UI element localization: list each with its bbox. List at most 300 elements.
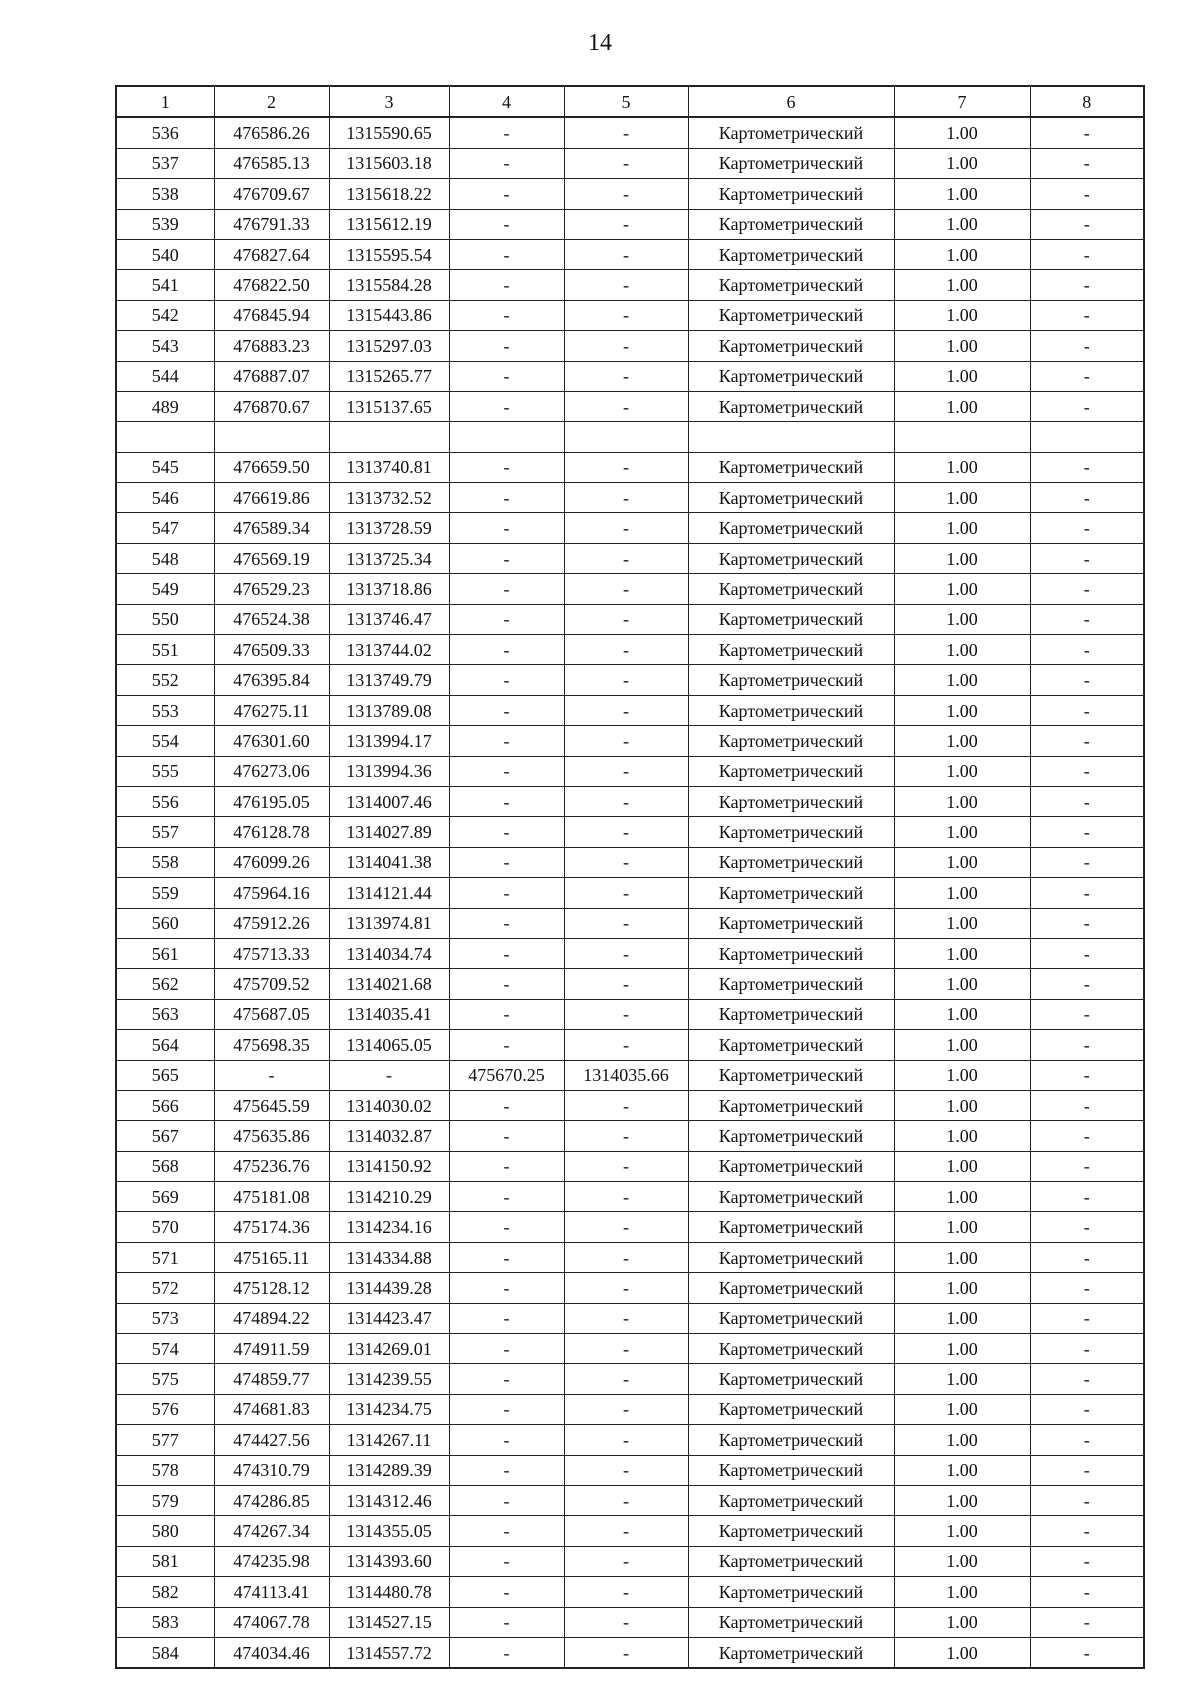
table-cell: 1314065.05 bbox=[329, 1030, 449, 1060]
table-cell: 1315137.65 bbox=[329, 391, 449, 421]
table-cell: Картометрический bbox=[688, 300, 894, 330]
table-cell: 489 bbox=[116, 391, 214, 421]
table-cell: - bbox=[449, 179, 564, 209]
table-cell: 476273.06 bbox=[214, 756, 329, 786]
table-cell: 1.00 bbox=[894, 513, 1030, 543]
table-cell: Картометрический bbox=[688, 1546, 894, 1576]
table-cell: - bbox=[449, 695, 564, 725]
table-cell: - bbox=[449, 665, 564, 695]
table-cell: 1.00 bbox=[894, 695, 1030, 725]
table-cell: 1.00 bbox=[894, 999, 1030, 1029]
table-row bbox=[116, 1485, 1144, 1515]
table-cell: - bbox=[564, 1182, 688, 1212]
table-row bbox=[116, 148, 1144, 178]
table-cell: 1.00 bbox=[894, 483, 1030, 513]
table-cell: 476395.84 bbox=[214, 665, 329, 695]
table-cell: - bbox=[1030, 179, 1144, 209]
table-cell: Картометрический bbox=[688, 239, 894, 269]
table-cell: 474034.46 bbox=[214, 1637, 329, 1668]
table-body bbox=[116, 86, 1144, 1668]
table-cell: - bbox=[564, 300, 688, 330]
table-cell: 476791.33 bbox=[214, 209, 329, 239]
table-cell: Картометрический bbox=[688, 1607, 894, 1637]
table-cell: 1.00 bbox=[894, 1546, 1030, 1576]
column-header: 3 bbox=[329, 86, 449, 117]
table-row bbox=[116, 270, 1144, 300]
table-row bbox=[116, 908, 1144, 938]
table-cell: - bbox=[449, 452, 564, 482]
table-cell: - bbox=[449, 969, 564, 999]
table-row bbox=[116, 1516, 1144, 1546]
table-cell: 559 bbox=[116, 878, 214, 908]
table-cell: 1314423.47 bbox=[329, 1303, 449, 1333]
table-cell: 475128.12 bbox=[214, 1273, 329, 1303]
table-cell: 476195.05 bbox=[214, 786, 329, 816]
table-row bbox=[116, 756, 1144, 786]
table-row bbox=[116, 1607, 1144, 1637]
table-row bbox=[116, 1151, 1144, 1181]
table-cell: - bbox=[1030, 574, 1144, 604]
table-cell: Картометрический bbox=[688, 117, 894, 148]
table-cell: Картометрический bbox=[688, 483, 894, 513]
table-cell: - bbox=[1030, 1212, 1144, 1242]
table-cell: 557 bbox=[116, 817, 214, 847]
table-cell: - bbox=[564, 999, 688, 1029]
table-cell: 1.00 bbox=[894, 1060, 1030, 1090]
table-cell: - bbox=[564, 1364, 688, 1394]
table-cell: - bbox=[1030, 543, 1144, 573]
table-row bbox=[116, 695, 1144, 725]
table-cell: 570 bbox=[116, 1212, 214, 1242]
table-cell: - bbox=[564, 361, 688, 391]
table-cell: - bbox=[449, 483, 564, 513]
table-cell: - bbox=[564, 452, 688, 482]
table-cell: - bbox=[1030, 999, 1144, 1029]
table-cell: - bbox=[564, 847, 688, 877]
table-cell: 1.00 bbox=[894, 1121, 1030, 1151]
table-cell: 552 bbox=[116, 665, 214, 695]
table-cell: 561 bbox=[116, 938, 214, 968]
table-cell: 1314334.88 bbox=[329, 1242, 449, 1272]
table-cell: 1.00 bbox=[894, 574, 1030, 604]
table-cell: 1.00 bbox=[894, 1394, 1030, 1424]
table-cell: 1314150.92 bbox=[329, 1151, 449, 1181]
column-header: 5 bbox=[564, 86, 688, 117]
table-cell: 1315603.18 bbox=[329, 148, 449, 178]
table-cell: - bbox=[1030, 1485, 1144, 1515]
table-cell: - bbox=[564, 148, 688, 178]
table-cell: Картометрический bbox=[688, 817, 894, 847]
table-cell: 474267.34 bbox=[214, 1516, 329, 1546]
table-cell: 574 bbox=[116, 1334, 214, 1364]
table-cell: - bbox=[1030, 726, 1144, 756]
table-cell: 476709.67 bbox=[214, 179, 329, 209]
table-row bbox=[116, 1637, 1144, 1668]
table-row bbox=[116, 665, 1144, 695]
table-cell: 1.00 bbox=[894, 209, 1030, 239]
table-cell: 569 bbox=[116, 1182, 214, 1212]
table-cell: 1.00 bbox=[894, 1516, 1030, 1546]
table-cell: 475635.86 bbox=[214, 1121, 329, 1151]
table-cell: 556 bbox=[116, 786, 214, 816]
table-cell: 474067.78 bbox=[214, 1607, 329, 1637]
table-cell: - bbox=[1030, 239, 1144, 269]
table-cell: - bbox=[449, 1242, 564, 1272]
table-cell: Картометрический bbox=[688, 1364, 894, 1394]
table-cell: 1.00 bbox=[894, 1455, 1030, 1485]
table-cell: 1.00 bbox=[894, 148, 1030, 178]
table-cell: 1313740.81 bbox=[329, 452, 449, 482]
table-cell: 1315584.28 bbox=[329, 270, 449, 300]
table-cell: 536 bbox=[116, 117, 214, 148]
table-cell: - bbox=[449, 1425, 564, 1455]
table-cell: - bbox=[1030, 969, 1144, 999]
table-cell: 1314269.01 bbox=[329, 1334, 449, 1364]
table-row bbox=[116, 1334, 1144, 1364]
table-cell: - bbox=[564, 1030, 688, 1060]
table-cell: - bbox=[564, 1607, 688, 1637]
table-cell: Картометрический bbox=[688, 878, 894, 908]
table-cell: 1.00 bbox=[894, 1151, 1030, 1181]
table-cell: 1314234.16 bbox=[329, 1212, 449, 1242]
table-row bbox=[116, 1364, 1144, 1394]
table-cell: - bbox=[564, 270, 688, 300]
table-cell: - bbox=[449, 1577, 564, 1607]
table-cell: 567 bbox=[116, 1121, 214, 1151]
table-cell: - bbox=[1030, 1607, 1144, 1637]
table-cell: - bbox=[1030, 1334, 1144, 1364]
table-cell: 1.00 bbox=[894, 665, 1030, 695]
table-cell: - bbox=[1030, 665, 1144, 695]
table-cell: - bbox=[449, 148, 564, 178]
table-row bbox=[116, 1273, 1144, 1303]
table-cell: - bbox=[449, 209, 564, 239]
table-cell: 1314234.75 bbox=[329, 1394, 449, 1424]
table-cell: - bbox=[1030, 270, 1144, 300]
table-cell: 1313725.34 bbox=[329, 543, 449, 573]
table-cell: - bbox=[449, 1364, 564, 1394]
table-cell: 1.00 bbox=[894, 1303, 1030, 1333]
table-cell: - bbox=[1030, 361, 1144, 391]
table-cell: - bbox=[1030, 1455, 1144, 1485]
table-cell: - bbox=[449, 817, 564, 847]
table-cell: - bbox=[1030, 938, 1144, 968]
table-row bbox=[116, 452, 1144, 482]
table-cell: 541 bbox=[116, 270, 214, 300]
table-cell: 474859.77 bbox=[214, 1364, 329, 1394]
table-cell: Картометрический bbox=[688, 1425, 894, 1455]
table-cell: - bbox=[449, 1394, 564, 1424]
table-cell: Картометрический bbox=[688, 908, 894, 938]
table-cell: 563 bbox=[116, 999, 214, 1029]
table-cell: - bbox=[1030, 1030, 1144, 1060]
table-cell: Картометрический bbox=[688, 270, 894, 300]
table-cell: - bbox=[1030, 786, 1144, 816]
table-cell: - bbox=[449, 1485, 564, 1515]
table-cell: Картометрический bbox=[688, 1151, 894, 1181]
table-cell: 476569.19 bbox=[214, 543, 329, 573]
table-cell: 476887.07 bbox=[214, 361, 329, 391]
table-row bbox=[116, 1303, 1144, 1333]
table-cell: 1.00 bbox=[894, 1273, 1030, 1303]
table-cell: - bbox=[1030, 300, 1144, 330]
table-cell: 1.00 bbox=[894, 969, 1030, 999]
table-cell: Картометрический bbox=[688, 574, 894, 604]
table-cell: - bbox=[1030, 635, 1144, 665]
table-cell: 475645.59 bbox=[214, 1090, 329, 1120]
table-cell: 476659.50 bbox=[214, 452, 329, 482]
table-cell: 545 bbox=[116, 452, 214, 482]
table-cell: - bbox=[449, 117, 564, 148]
table-cell: - bbox=[449, 847, 564, 877]
table-cell: 1.00 bbox=[894, 1425, 1030, 1455]
table-cell: 1.00 bbox=[894, 878, 1030, 908]
table-row bbox=[116, 1030, 1144, 1060]
table-cell: Картометрический bbox=[688, 452, 894, 482]
table-cell: 1314007.46 bbox=[329, 786, 449, 816]
table-cell: 1314267.11 bbox=[329, 1425, 449, 1455]
table-cell: 475236.76 bbox=[214, 1151, 329, 1181]
table-cell: - bbox=[1030, 513, 1144, 543]
table-cell: 475687.05 bbox=[214, 999, 329, 1029]
table-cell: - bbox=[564, 1485, 688, 1515]
table-cell: - bbox=[1030, 1546, 1144, 1576]
table-cell: 558 bbox=[116, 847, 214, 877]
table-cell: 475181.08 bbox=[214, 1182, 329, 1212]
table-cell: 1.00 bbox=[894, 756, 1030, 786]
table-cell: 547 bbox=[116, 513, 214, 543]
table-cell: - bbox=[564, 1394, 688, 1424]
table-cell: 1.00 bbox=[894, 391, 1030, 421]
table-cell bbox=[1030, 422, 1144, 452]
table-row bbox=[116, 1121, 1144, 1151]
table-cell: 540 bbox=[116, 239, 214, 269]
table-cell: 1.00 bbox=[894, 1607, 1030, 1637]
table-cell: - bbox=[1030, 1182, 1144, 1212]
table-cell: - bbox=[564, 695, 688, 725]
table-cell: 476589.34 bbox=[214, 513, 329, 543]
table-cell: - bbox=[564, 604, 688, 634]
table-cell: - bbox=[449, 1273, 564, 1303]
table-cell: - bbox=[1030, 604, 1144, 634]
table-cell: - bbox=[1030, 817, 1144, 847]
table-cell: 1.00 bbox=[894, 604, 1030, 634]
table-cell: - bbox=[449, 391, 564, 421]
table-cell: Картометрический bbox=[688, 1455, 894, 1485]
table-cell: 1313749.79 bbox=[329, 665, 449, 695]
table-cell: - bbox=[449, 1516, 564, 1546]
table-cell: - bbox=[564, 756, 688, 786]
table-cell: Картометрический bbox=[688, 1334, 894, 1364]
table-cell: 551 bbox=[116, 635, 214, 665]
table-cell: - bbox=[564, 117, 688, 148]
table-row bbox=[116, 1182, 1144, 1212]
table-cell: Картометрический bbox=[688, 513, 894, 543]
table-cell: 1.00 bbox=[894, 1577, 1030, 1607]
table-cell: Картометрический bbox=[688, 361, 894, 391]
table-cell: 1314030.02 bbox=[329, 1090, 449, 1120]
table-cell: - bbox=[449, 908, 564, 938]
table-cell: 1314355.05 bbox=[329, 1516, 449, 1546]
table-header-row bbox=[116, 86, 1144, 117]
table-cell bbox=[449, 422, 564, 452]
table-cell: - bbox=[449, 1303, 564, 1333]
table-cell: 1315612.19 bbox=[329, 209, 449, 239]
table-cell: 1.00 bbox=[894, 938, 1030, 968]
table-cell: - bbox=[449, 1030, 564, 1060]
table-cell: - bbox=[449, 1546, 564, 1576]
table-cell: 1.00 bbox=[894, 635, 1030, 665]
table-cell: 554 bbox=[116, 726, 214, 756]
table-cell: Картометрический bbox=[688, 1182, 894, 1212]
table-cell: 476845.94 bbox=[214, 300, 329, 330]
table-cell: 1314289.39 bbox=[329, 1455, 449, 1485]
table-cell: Картометрический bbox=[688, 999, 894, 1029]
table-cell: - bbox=[1030, 1090, 1144, 1120]
table-cell: 1.00 bbox=[894, 117, 1030, 148]
table-cell: - bbox=[1030, 331, 1144, 361]
table-cell: Картометрический bbox=[688, 695, 894, 725]
table-cell: 1314439.28 bbox=[329, 1273, 449, 1303]
column-header: 2 bbox=[214, 86, 329, 117]
table-cell: 476822.50 bbox=[214, 270, 329, 300]
table-cell: - bbox=[564, 786, 688, 816]
table-cell: 544 bbox=[116, 361, 214, 391]
table-cell: 476301.60 bbox=[214, 726, 329, 756]
table-row bbox=[116, 1212, 1144, 1242]
table-cell: - bbox=[1030, 878, 1144, 908]
table-cell: 1315590.65 bbox=[329, 117, 449, 148]
table-cell: - bbox=[564, 969, 688, 999]
table-cell: Картометрический bbox=[688, 1303, 894, 1333]
table-cell: - bbox=[449, 300, 564, 330]
table-cell: 1.00 bbox=[894, 179, 1030, 209]
table-cell: - bbox=[449, 726, 564, 756]
table-cell: Картометрический bbox=[688, 665, 894, 695]
table-cell: - bbox=[564, 483, 688, 513]
table-cell: Картометрический bbox=[688, 179, 894, 209]
table-cell bbox=[894, 422, 1030, 452]
table-cell: Картометрический bbox=[688, 1030, 894, 1060]
table-cell: - bbox=[564, 938, 688, 968]
table-cell: 571 bbox=[116, 1242, 214, 1272]
table-cell: 538 bbox=[116, 179, 214, 209]
table-cell: 1313732.52 bbox=[329, 483, 449, 513]
table-cell: - bbox=[449, 1090, 564, 1120]
table-cell: - bbox=[449, 756, 564, 786]
table-cell: - bbox=[1030, 1060, 1144, 1090]
table-cell: 548 bbox=[116, 543, 214, 573]
table-cell: - bbox=[1030, 148, 1144, 178]
table-cell: Картометрический bbox=[688, 1121, 894, 1151]
table-row bbox=[116, 239, 1144, 269]
table-cell: - bbox=[1030, 1151, 1144, 1181]
table-row bbox=[116, 483, 1144, 513]
table-cell: 1.00 bbox=[894, 1090, 1030, 1120]
table-cell: - bbox=[449, 1121, 564, 1151]
table-cell: 542 bbox=[116, 300, 214, 330]
table-cell: - bbox=[1030, 1637, 1144, 1668]
table-cell: 476509.33 bbox=[214, 635, 329, 665]
table-cell: 1315618.22 bbox=[329, 179, 449, 209]
table-cell: 564 bbox=[116, 1030, 214, 1060]
table-cell bbox=[116, 422, 214, 452]
column-header: 1 bbox=[116, 86, 214, 117]
table-cell: - bbox=[564, 513, 688, 543]
table-cell: Картометрический bbox=[688, 756, 894, 786]
table-cell: 584 bbox=[116, 1637, 214, 1668]
column-header: 8 bbox=[1030, 86, 1144, 117]
table-cell: - bbox=[564, 1090, 688, 1120]
table-cell: - bbox=[449, 878, 564, 908]
table-cell: - bbox=[449, 543, 564, 573]
table-cell: 1313789.08 bbox=[329, 695, 449, 725]
table-cell: - bbox=[564, 574, 688, 604]
table-row bbox=[116, 635, 1144, 665]
table-cell: 1.00 bbox=[894, 1637, 1030, 1668]
table-cell: 1314035.66 bbox=[564, 1060, 688, 1090]
table-cell bbox=[329, 422, 449, 452]
table-cell: - bbox=[1030, 695, 1144, 725]
table-cell: 1314121.44 bbox=[329, 878, 449, 908]
table-cell: 476099.26 bbox=[214, 847, 329, 877]
table-cell: - bbox=[564, 878, 688, 908]
table-cell: - bbox=[564, 1303, 688, 1333]
table-cell: 475670.25 bbox=[449, 1060, 564, 1090]
table-cell: Картометрический bbox=[688, 604, 894, 634]
table-cell: 475165.11 bbox=[214, 1242, 329, 1272]
table-cell: 1314557.72 bbox=[329, 1637, 449, 1668]
table-cell: - bbox=[564, 179, 688, 209]
table-cell: 1.00 bbox=[894, 543, 1030, 573]
table-cell: 476870.67 bbox=[214, 391, 329, 421]
column-header: 4 bbox=[449, 86, 564, 117]
table-cell: 475174.36 bbox=[214, 1212, 329, 1242]
table-cell: Картометрический bbox=[688, 1273, 894, 1303]
table-cell: - bbox=[1030, 391, 1144, 421]
table-cell: - bbox=[1030, 1121, 1144, 1151]
table-cell: 550 bbox=[116, 604, 214, 634]
table-cell: - bbox=[564, 1516, 688, 1546]
table-cell: 1.00 bbox=[894, 331, 1030, 361]
table-cell: - bbox=[564, 817, 688, 847]
table-cell: - bbox=[449, 1607, 564, 1637]
table-cell: - bbox=[564, 1121, 688, 1151]
table-cell: 1.00 bbox=[894, 1242, 1030, 1272]
table-cell: 1313718.86 bbox=[329, 574, 449, 604]
table-row bbox=[116, 117, 1144, 148]
table-cell: 474310.79 bbox=[214, 1455, 329, 1485]
table-cell: 1315443.86 bbox=[329, 300, 449, 330]
table-row bbox=[116, 543, 1144, 573]
table-row bbox=[116, 847, 1144, 877]
table-cell: 1314027.89 bbox=[329, 817, 449, 847]
table-cell: 583 bbox=[116, 1607, 214, 1637]
table-cell: Картометрический bbox=[688, 1060, 894, 1090]
table-cell: 475698.35 bbox=[214, 1030, 329, 1060]
table-cell: 582 bbox=[116, 1577, 214, 1607]
table-row bbox=[116, 361, 1144, 391]
table-cell: 1.00 bbox=[894, 726, 1030, 756]
table-row bbox=[116, 999, 1144, 1029]
table-row bbox=[116, 817, 1144, 847]
table-cell: 1.00 bbox=[894, 1182, 1030, 1212]
table-cell: - bbox=[564, 726, 688, 756]
table-row bbox=[116, 604, 1144, 634]
table-cell: 1313728.59 bbox=[329, 513, 449, 543]
table-row bbox=[116, 209, 1144, 239]
table-cell: Картометрический bbox=[688, 1212, 894, 1242]
